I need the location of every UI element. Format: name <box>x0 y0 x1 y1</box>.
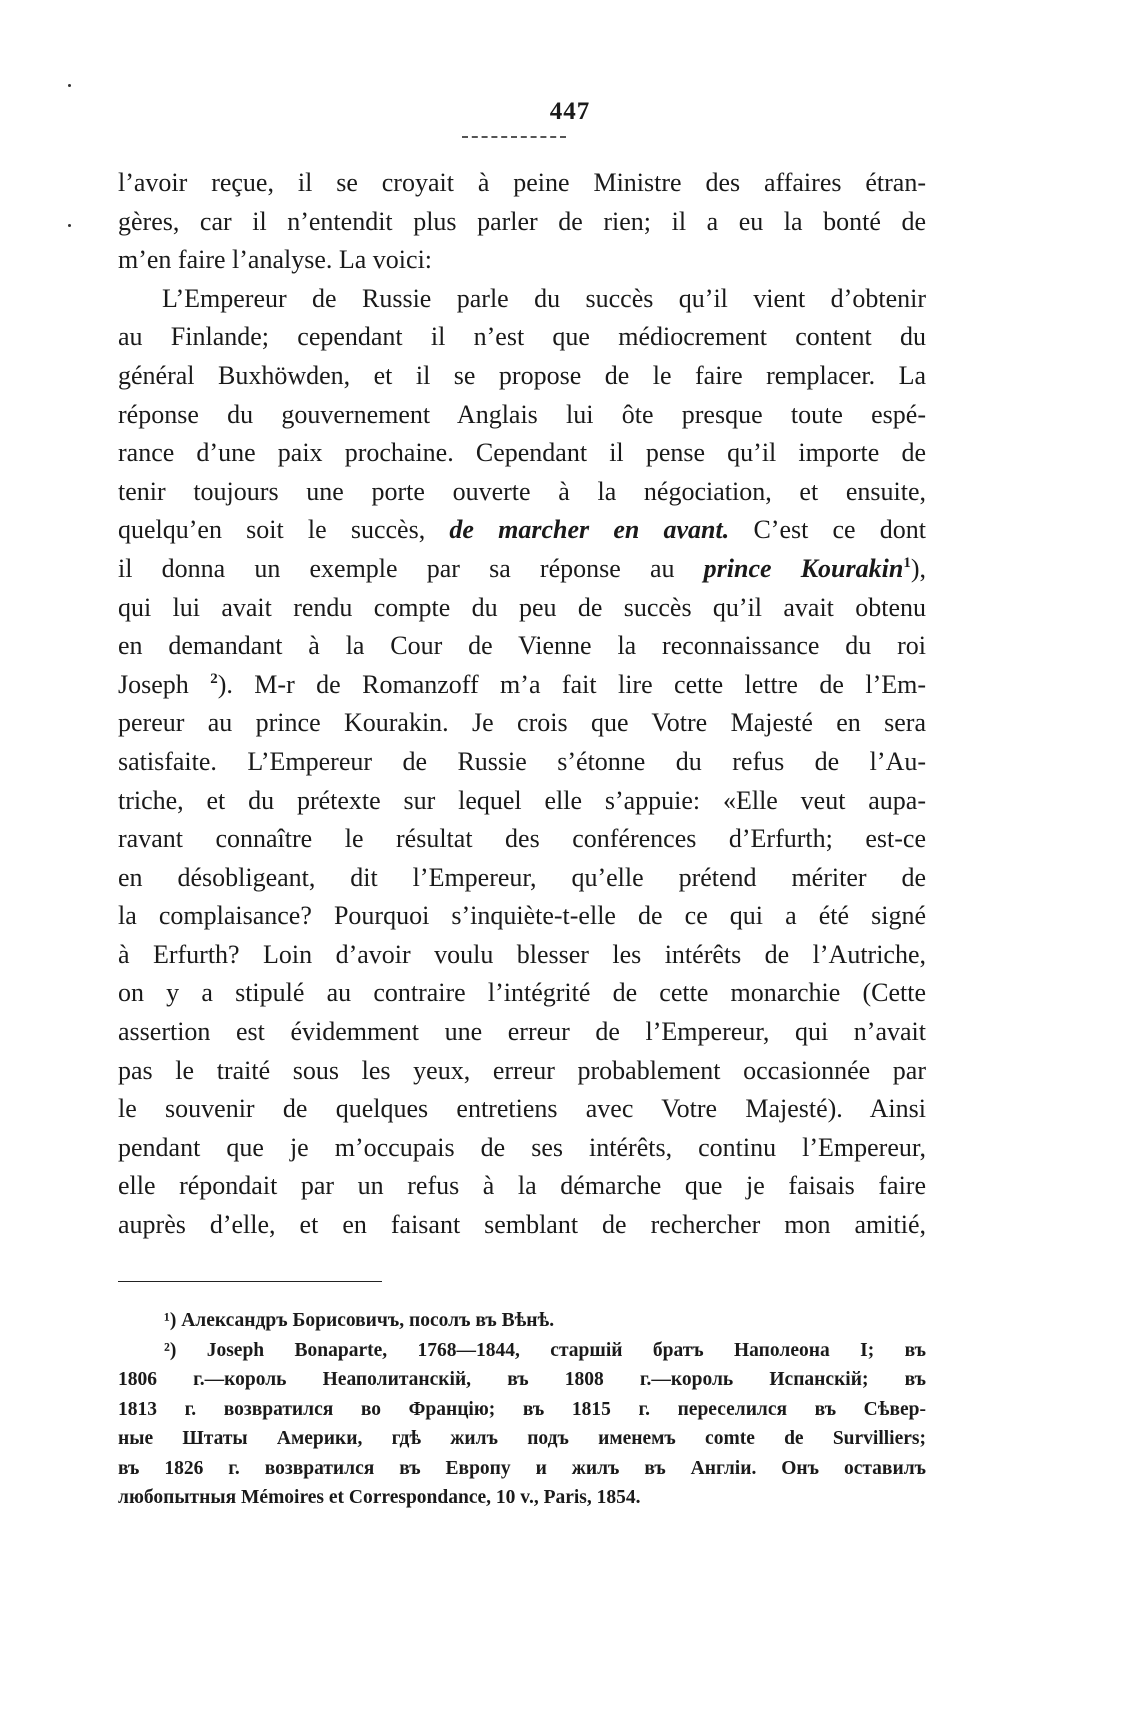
text-run: ), <box>910 553 926 583</box>
body-line: m’en faire l’analyse. La voici: <box>118 245 433 275</box>
footnotes <box>118 1306 926 1513</box>
footnote-line: ¹) Александръ Борисовичъ, посолъ въ Вѣнѣ. <box>164 1310 555 1331</box>
body-line <box>118 511 926 550</box>
body-line: pereur au prince Kourakin. Je crois que Votre Majesté en sera <box>118 708 926 738</box>
body-line: qui lui avait rendu compte du peu de succès qu’il avait obtenu <box>118 592 926 622</box>
body-line: le souvenir de quelques entretiens avec Votre Majesté). Ainsi <box>118 1094 926 1124</box>
body-line: l’avoir reçue, il se croyait à peine Ministre des affaires étran- <box>118 168 926 197</box>
body-line: tenir toujours une porte ouverte à la négociation, et ensuite, <box>118 476 926 506</box>
footnote-rule <box>118 1281 382 1282</box>
scan-speck <box>68 224 71 227</box>
text-run: quelqu’en soit le succès, <box>118 515 450 545</box>
footnote-line: 1806 г.—король Неаполитанскій, въ 1808 г.—король Испанскій; въ <box>118 1369 926 1390</box>
body-line: général Buxhöwden, et il se propose de le faire remplacer. La <box>118 360 926 390</box>
body-line: ravant connaître le résultat des conférences d’Erfurth; est-ce <box>118 824 926 854</box>
footnote-ref: 2 <box>210 670 218 687</box>
page-number-rule <box>462 136 566 138</box>
body-line: auprès d’elle, et en faisant semblant de rechercher mon amitié, <box>118 1210 926 1240</box>
body-line: la complaisance? Pourquoi s’inquiète-t-elle de ce qui a été signé <box>118 901 926 931</box>
body-line: pas le traité sous les yeux, erreur probablement occasionnée par <box>118 1055 926 1085</box>
scan-speck <box>68 84 71 87</box>
body-line: triche, et du prétexte sur lequel elle s’appuie: «Elle veut aupa- <box>118 785 926 815</box>
emphasis-text: prince Kourakin <box>703 553 904 583</box>
footnote-line: 1813 г. возвратился во Францію; въ 1815 г. переселился въ Сѣвер- <box>118 1398 926 1420</box>
body-line: satisfaite. L’Empereur de Russie s’étonne du refus de l’Au- <box>118 746 926 776</box>
text-run: il donna un exemple par sa réponse au <box>118 553 704 583</box>
page-number: 447 <box>549 98 591 125</box>
body-line: L’Empereur de Russie parle du succès qu’il vient d’obtenir <box>162 283 926 313</box>
body-line: pendant que je m’occupais de ses intérêts, continu l’Empereur, <box>118 1132 926 1162</box>
body-line: en désobligeant, dit l’Empereur, qu’elle prétend mériter de <box>118 862 926 892</box>
footnote-line: ные Штаты Америки, гдѣ жилъ подъ именемъ comte de Survilliers; <box>118 1428 926 1449</box>
body-line: réponse du gouvernement Anglais lui ôte presque toute espé- <box>118 399 926 429</box>
body-line <box>118 666 926 705</box>
body-line: assertion est évidemment une erreur de l’Empereur, qui n’avait <box>118 1017 926 1047</box>
body-line: on y a stipulé au contraire l’intégrité de cette monarchie (Cette <box>118 978 926 1008</box>
emphasis-text: de marcher en avant. <box>449 515 730 545</box>
body-line <box>118 550 926 589</box>
footnote-line: ²) Joseph Bonaparte, 1768—1844, старшій братъ Наполеона I; въ <box>164 1339 926 1361</box>
body-line: elle répondait par un refus à la démarche que je faisais faire <box>118 1171 926 1201</box>
body-text <box>118 164 926 1245</box>
body-line: en demandant à la Cour de Vienne la reconnaissance du roi <box>118 631 926 661</box>
footnote-ref: 1 <box>903 554 911 571</box>
text-run: Joseph <box>118 669 211 699</box>
body-line: au Finlande; cependant il n’est que médiocrement content du <box>118 322 926 352</box>
body-line: rance d’une paix prochaine. Cependant il pense qu’il importe de <box>118 438 926 468</box>
body-line: gères, car il n’entendit plus parler de rien; il a eu la bonté de <box>118 206 926 236</box>
text-run: C’est ce dont <box>729 515 926 545</box>
footnote-line: любопытныя Mémoires et Correspondance, 10 v., Paris, 1854. <box>118 1487 641 1508</box>
footnote-line: въ 1826 г. возвратился въ Европу и жилъ въ Англіи. Онъ оставилъ <box>118 1457 926 1479</box>
text-run: ). M-r de Romanzoff m’a fait lire cette lettre de l’Em- <box>217 669 926 699</box>
body-line: à Erfurth? Loin d’avoir voulu blesser les intérêts de l’Autriche, <box>118 939 926 969</box>
